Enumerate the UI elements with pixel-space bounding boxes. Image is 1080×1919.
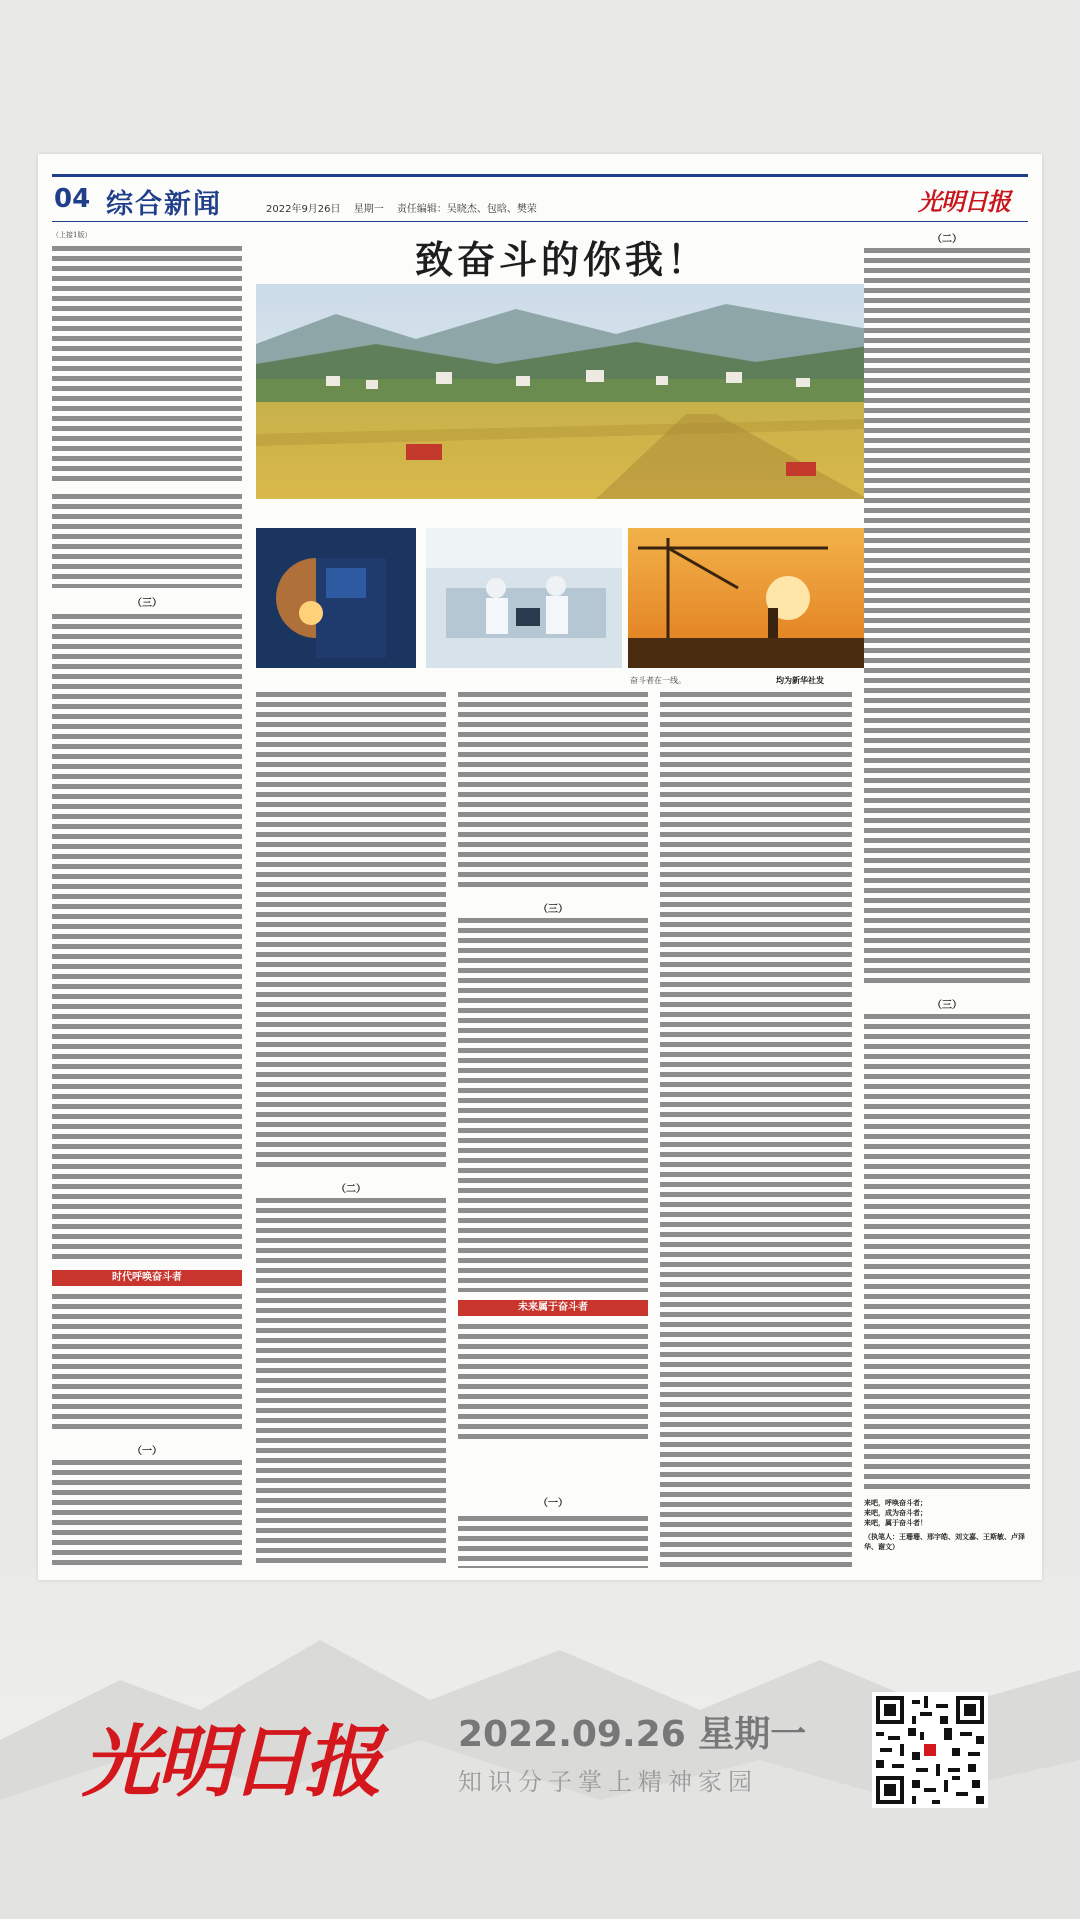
quote-line-3: 来吧，属于奋斗者！: [864, 1518, 927, 1527]
qr-code-icon[interactable]: [872, 1692, 988, 1808]
date-line: 2022年9月26日: [266, 204, 341, 215]
text-column-1d: [52, 1292, 242, 1432]
header-rule: [52, 221, 1028, 222]
quote-line-1: 来吧，呼唤奋斗者；: [864, 1498, 927, 1507]
text-column-1b: [52, 492, 242, 588]
editors: 责任编辑：吴晓杰、包晗、樊荣: [396, 204, 537, 215]
text-column-3a: [458, 690, 648, 890]
section-one-heading: （一）: [52, 1442, 242, 1457]
text-column-2a: [256, 690, 446, 1170]
photo-credit: 均为新华社发: [776, 676, 824, 685]
text-column-5b: [864, 1012, 1030, 1492]
quote-lines: [864, 1498, 1030, 1528]
footer-date: 2022.09.26 星期一: [458, 1714, 807, 1755]
text-column-1e: [52, 1458, 242, 1568]
weekday: 星期一: [353, 204, 384, 215]
page-number: 04: [54, 184, 91, 214]
footer-slogan: 知识分子掌上精神家园: [458, 1768, 758, 1796]
quote-line-2: 来吧，成为奋斗者；: [864, 1508, 927, 1517]
text-column-1a: [52, 244, 242, 484]
box-title-2: 未来属于奋斗者: [458, 1300, 648, 1316]
newspaper-page: [38, 154, 1042, 1580]
page-meta: [266, 200, 547, 215]
text-column-3b: [458, 916, 648, 1292]
section-two-heading-mid: （二）: [256, 1180, 446, 1195]
box-title-1: 时代呼唤奋斗者: [52, 1270, 242, 1286]
section-two-heading: （二）: [864, 230, 1030, 245]
masthead-logo: 光明日报: [918, 187, 1010, 216]
main-photo: [256, 284, 868, 499]
section-three-heading-right: （三）: [864, 996, 1030, 1011]
text-column-1c: [52, 612, 242, 1262]
photo-welder: [256, 528, 416, 668]
photo-caption: 奋斗者在一线。: [630, 676, 686, 685]
text-column-4: [660, 690, 852, 1568]
author-byline: （执笔人：王珊珊、邢宇皓、刘文嘉、王斯敏、卢泽华、谢文）: [864, 1532, 1025, 1551]
footer-logo: 光明日报: [82, 1717, 379, 1808]
text-column-3c: [458, 1322, 648, 1442]
text-column-3d: [458, 1514, 648, 1568]
section-one-heading-mid: （一）: [458, 1494, 648, 1509]
section-three-heading-mid: （三）: [458, 900, 648, 915]
section-title: 综合新闻: [106, 189, 222, 220]
continued-note: （上接1版）: [52, 231, 92, 239]
headline: 致奋斗的你我！: [414, 237, 709, 282]
photo-lab: [426, 528, 622, 668]
section-three-heading: （三）: [52, 594, 242, 609]
photo-crane: [628, 528, 868, 668]
text-column-2b: [256, 1196, 446, 1568]
text-column-5a: [864, 246, 1030, 986]
masthead-rule: [52, 174, 1028, 177]
